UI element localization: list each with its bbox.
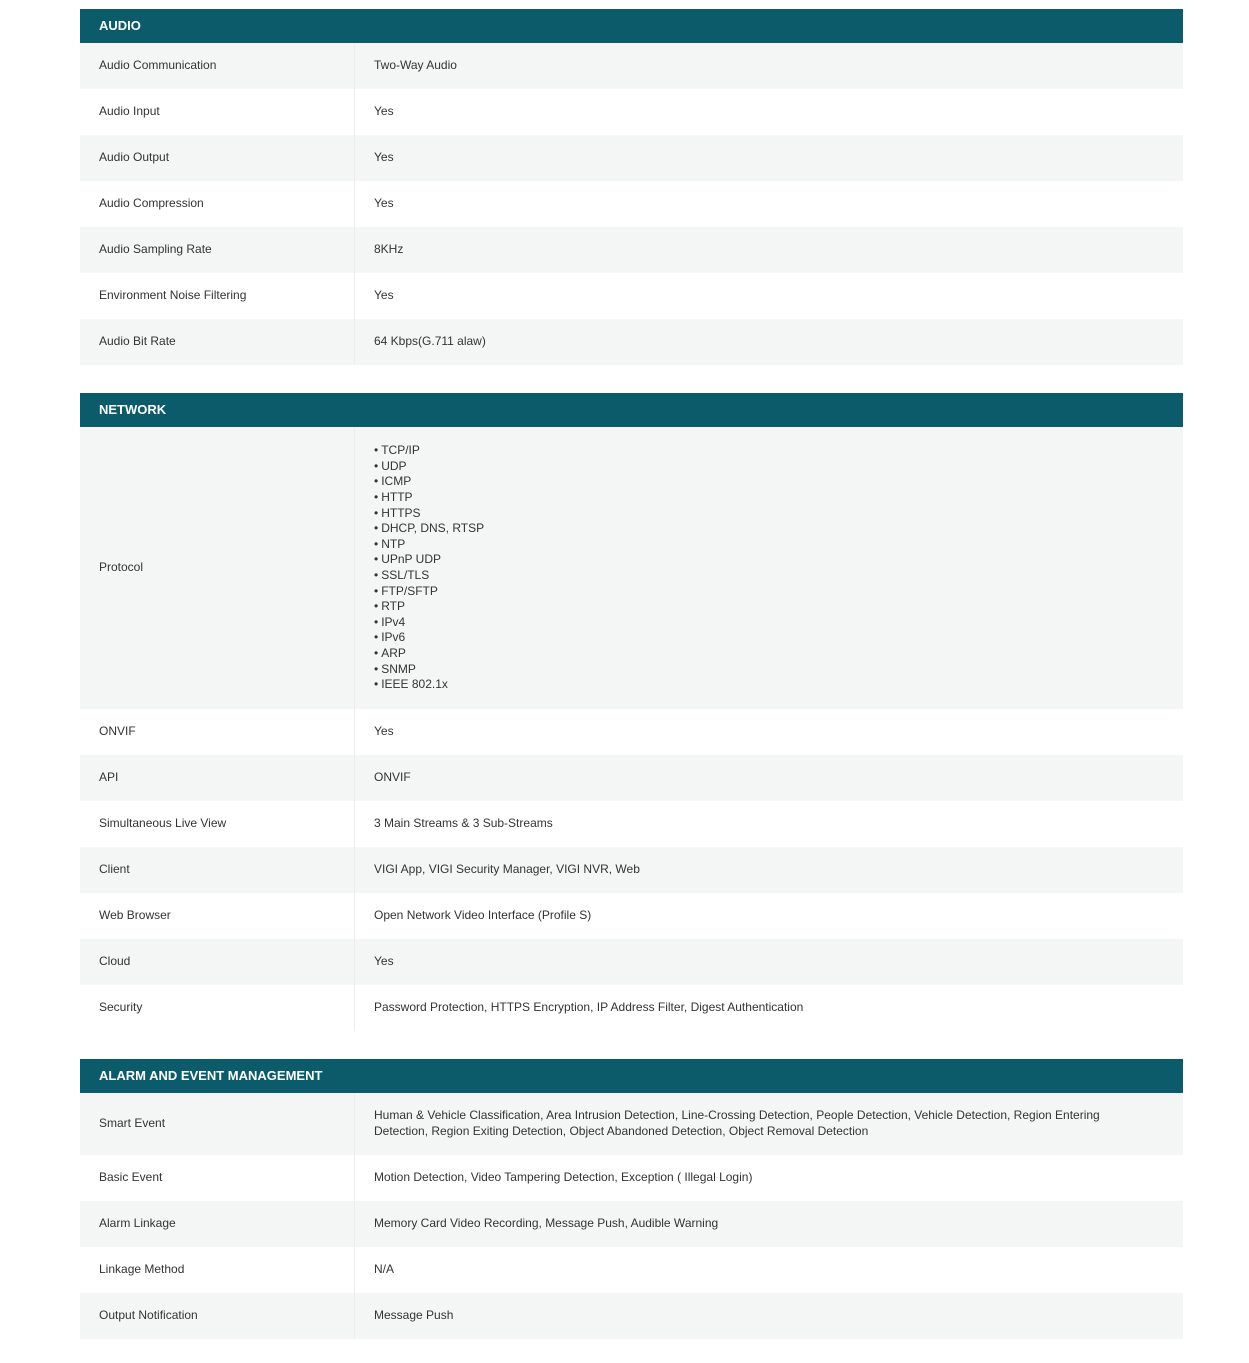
protocol-item: • UPnP UDP [374, 552, 1123, 568]
section-header-audio: AUDIO [80, 9, 1183, 43]
protocol-item: • IPv6 [374, 630, 1123, 646]
spec-row [80, 801, 1183, 847]
spec-row [80, 1093, 1183, 1155]
spec-row-protocol [80, 427, 1183, 709]
spec-row [80, 755, 1183, 801]
spec-label: Cloud [80, 939, 355, 985]
spec-value: Memory Card Video Recording, Message Push, Audible Warning [374, 1216, 719, 1231]
spec-row [80, 1293, 1183, 1339]
protocol-item: • HTTPS [374, 506, 1123, 522]
protocol-item: • DHCP, DNS, RTSP [374, 521, 1123, 537]
protocol-item: • HTTP [374, 490, 1123, 506]
protocol-item: • ICMP [374, 474, 1123, 490]
spec-row [80, 939, 1183, 985]
section-alarm [80, 1059, 1183, 1339]
section-audio [80, 9, 1183, 365]
spec-label: Environment Noise Filtering [80, 273, 355, 319]
spec-row [80, 319, 1183, 365]
protocol-item: • TCP/IP [374, 443, 1123, 459]
spec-label: Output Notification [80, 1293, 355, 1339]
spec-label: Audio Input [80, 89, 355, 135]
spec-value: Yes [374, 724, 394, 739]
spec-value: VIGI App, VIGI Security Manager, VIGI NVR, Web [374, 862, 640, 877]
protocol-item: • SSL/TLS [374, 568, 1123, 584]
spec-value: ONVIF [374, 770, 411, 785]
spec-label: Protocol [80, 427, 355, 709]
spec-row [80, 1247, 1183, 1293]
spec-label: Basic Event [80, 1155, 355, 1201]
spec-value: Motion Detection, Video Tampering Detection, Exception ( Illegal Login) [374, 1170, 753, 1185]
spec-label: Smart Event [80, 1093, 355, 1155]
protocol-item: • RTP [374, 599, 1123, 615]
spec-value: Open Network Video Interface (Profile S) [374, 908, 592, 923]
section-header-network: NETWORK [80, 393, 1183, 427]
spec-label: API [80, 755, 355, 801]
protocol-item: • IPv4 [374, 615, 1123, 631]
spec-row [80, 1201, 1183, 1247]
spec-value: Password Protection, HTTPS Encryption, IP Address Filter, Digest Authentication [374, 1000, 804, 1015]
spec-value: 3 Main Streams & 3 Sub-Streams [374, 816, 553, 831]
spec-label: Simultaneous Live View [80, 801, 355, 847]
spec-label: Audio Communication [80, 43, 355, 89]
protocol-item: • SNMP [374, 662, 1123, 678]
spec-label: Web Browser [80, 893, 355, 939]
spec-value: Yes [374, 104, 394, 119]
section-header-alarm: ALARM AND EVENT MANAGEMENT [80, 1059, 1183, 1093]
spec-row [80, 181, 1183, 227]
spec-row [80, 985, 1183, 1031]
spec-label: Alarm Linkage [80, 1201, 355, 1247]
spec-row [80, 273, 1183, 319]
spec-label: Linkage Method [80, 1247, 355, 1293]
protocol-list [374, 443, 1123, 693]
spec-label: Client [80, 847, 355, 893]
spec-label: Security [80, 985, 355, 1031]
spec-label: Audio Compression [80, 181, 355, 227]
spec-row [80, 227, 1183, 273]
spec-value: Message Push [374, 1308, 454, 1323]
spec-table [80, 9, 1183, 1339]
spec-value: Human & Vehicle Classification, Area Intrusion Detection, Line-Crossing Detection, People Detection, Vehicle Detection, Region Entering Detection, Region Exiting Detection, Object Abandoned Detection, Object Removal Detection [374, 1108, 1100, 1138]
protocol-item: • NTP [374, 537, 1123, 553]
spec-row [80, 847, 1183, 893]
spec-row [80, 135, 1183, 181]
spec-value: Yes [374, 150, 394, 165]
spec-row [80, 43, 1183, 89]
spec-value: N/A [374, 1262, 395, 1277]
spec-label: Audio Output [80, 135, 355, 181]
protocol-item: • UDP [374, 459, 1123, 475]
spec-value: 64 Kbps(G.711 alaw) [374, 334, 486, 349]
spec-value [355, 443, 1183, 693]
spec-value: Two-Way Audio [374, 58, 457, 73]
spec-value: Yes [374, 196, 394, 211]
spec-row [80, 709, 1183, 755]
spec-value: 8KHz [374, 242, 404, 257]
protocol-item: • FTP/SFTP [374, 584, 1123, 600]
spec-row [80, 893, 1183, 939]
protocol-item: • ARP [374, 646, 1123, 662]
spec-row [80, 89, 1183, 135]
protocol-item: • IEEE 802.1x [374, 677, 1123, 693]
spec-value: Yes [374, 288, 394, 303]
section-network [80, 393, 1183, 1031]
spec-label: Audio Sampling Rate [80, 227, 355, 273]
spec-label: Audio Bit Rate [80, 319, 355, 365]
spec-label: ONVIF [80, 709, 355, 755]
spec-value: Yes [374, 954, 394, 969]
spec-row [80, 1155, 1183, 1201]
